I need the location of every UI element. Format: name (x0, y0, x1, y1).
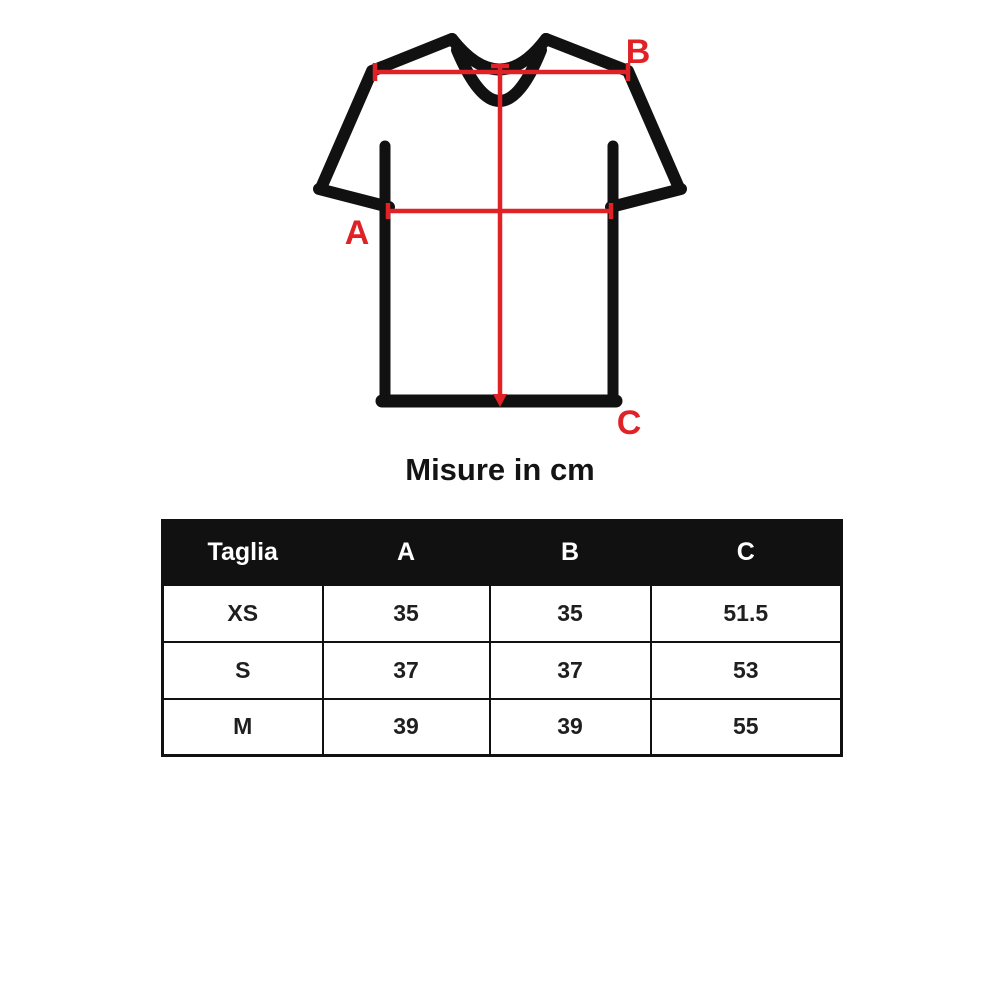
value-cell: 35 (490, 585, 651, 642)
label-a: A (344, 214, 370, 252)
tshirt-left-cuff (319, 189, 389, 207)
col-header-c: C (651, 521, 842, 585)
size-table (161, 519, 843, 757)
size-cell: M (163, 699, 323, 756)
value-cell: 37 (490, 642, 651, 699)
size-cell: S (163, 642, 323, 699)
value-cell: 39 (490, 699, 651, 756)
size-cell: XS (163, 585, 323, 642)
table-row-xs (163, 585, 842, 642)
table-header-row (163, 521, 842, 585)
value-cell: 55 (651, 699, 842, 756)
value-cell: 39 (323, 699, 490, 756)
table-row-s (163, 642, 842, 699)
col-header-b: B (490, 521, 651, 585)
value-cell: 37 (323, 642, 490, 699)
value-cell: 51.5 (651, 585, 842, 642)
col-header-taglia: Taglia (163, 521, 323, 585)
tshirt-right-cuff (611, 189, 681, 207)
value-cell: 35 (323, 585, 490, 642)
label-c: C (616, 404, 642, 442)
table-row-m (163, 699, 842, 756)
col-header-a: A (323, 521, 490, 585)
label-b: B (625, 33, 651, 71)
value-cell: 53 (651, 642, 842, 699)
measurement-lines (375, 63, 628, 397)
page-title: Misure in cm (405, 452, 595, 487)
